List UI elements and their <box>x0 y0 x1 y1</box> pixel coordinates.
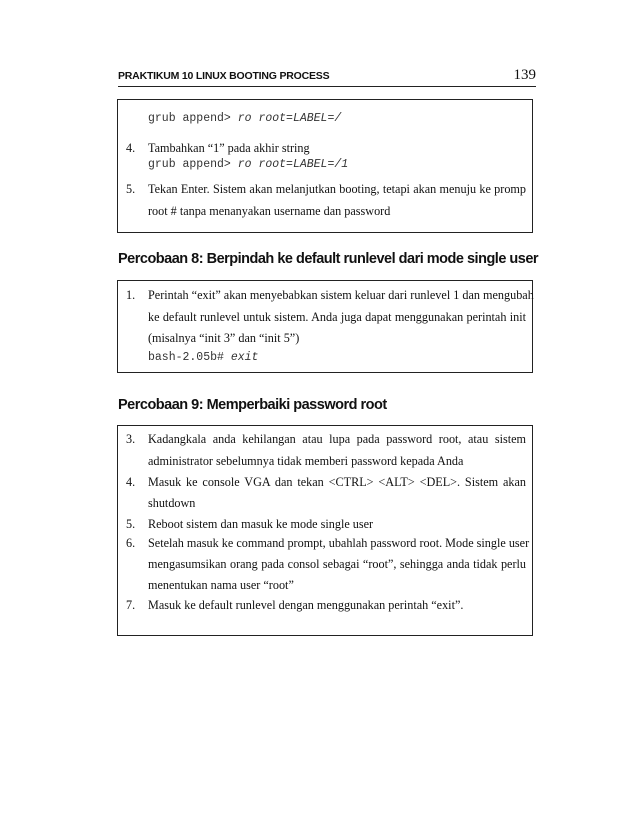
list-number: 4. <box>126 475 136 489</box>
code-line <box>148 158 348 171</box>
list-text: Tekan Enter. Sistem akan melanjutkan booting, tetapi akan menuju ke promp <box>148 182 526 196</box>
list-text: menentukan nama user “root” <box>148 578 294 592</box>
code-line <box>148 351 258 364</box>
list-text: administrator sebelumnya tidak memberi password kepada Anda <box>148 454 464 468</box>
code-line <box>148 112 341 125</box>
list-text: (misalnya “init 3” dan “init 5”) <box>148 331 300 345</box>
code-prompt: grub append> <box>148 158 231 171</box>
code-prompt: bash-2.05b# <box>148 351 224 364</box>
list-number: 5. <box>126 517 136 531</box>
list-text: Kadangkala anda kehilangan atau lupa pada password root, atau sistem <box>148 432 526 446</box>
list-text: shutdown <box>148 496 196 510</box>
list-number: 3. <box>126 432 136 446</box>
list-number: 4. <box>126 141 136 155</box>
list-text: Reboot sistem dan masuk ke mode single user <box>148 517 374 531</box>
list-text: Perintah “exit” akan menyebabkan sistem keluar dari runlevel 1 dan mengubah <box>148 288 534 302</box>
list-text: Tambahkan “1” pada akhir string <box>148 141 310 155</box>
page-header <box>118 68 536 87</box>
code-argument: ro root=LABEL=/ <box>237 112 342 125</box>
list-text: root # tanpa menanyakan username dan password <box>148 204 391 218</box>
page-number: 139 <box>513 67 536 83</box>
code-command: exit <box>230 351 259 364</box>
list-number: 6. <box>126 536 136 550</box>
list-text: mengasumsikan orang pada consol sebagai “root”, sehingga anda tidak perlu <box>148 557 526 571</box>
list-number: 1. <box>126 288 136 302</box>
list-text: ke default runlevel untuk sistem. Anda juga dapat menggunakan perintah init <box>148 310 526 324</box>
list-number: 7. <box>126 598 136 612</box>
list-number: 5. <box>126 182 136 196</box>
code-prompt: grub append> <box>148 112 231 125</box>
instruction-box-9 <box>117 425 533 636</box>
instruction-box-continued <box>117 99 533 233</box>
list-text: Masuk ke default runlevel dengan menggunakan perintah “exit”. <box>148 598 464 612</box>
instruction-box-8 <box>117 280 533 373</box>
section-heading-8: Percobaan 8: Berpindah ke default runlevel dari mode single user <box>118 251 539 267</box>
code-argument: ro root=LABEL=/1 <box>237 158 349 171</box>
section-heading-9: Percobaan 9: Memperbaiki password root <box>118 397 387 413</box>
list-text: Masuk ke console VGA dan tekan <CTRL> <ALT> <DEL>. Sistem akan <box>148 475 526 489</box>
header-title: PRAKTIKUM 10 LINUX BOOTING PROCESS <box>118 70 330 82</box>
list-text: Setelah masuk ke command prompt, ubahlah password root. Mode single user <box>148 536 530 550</box>
